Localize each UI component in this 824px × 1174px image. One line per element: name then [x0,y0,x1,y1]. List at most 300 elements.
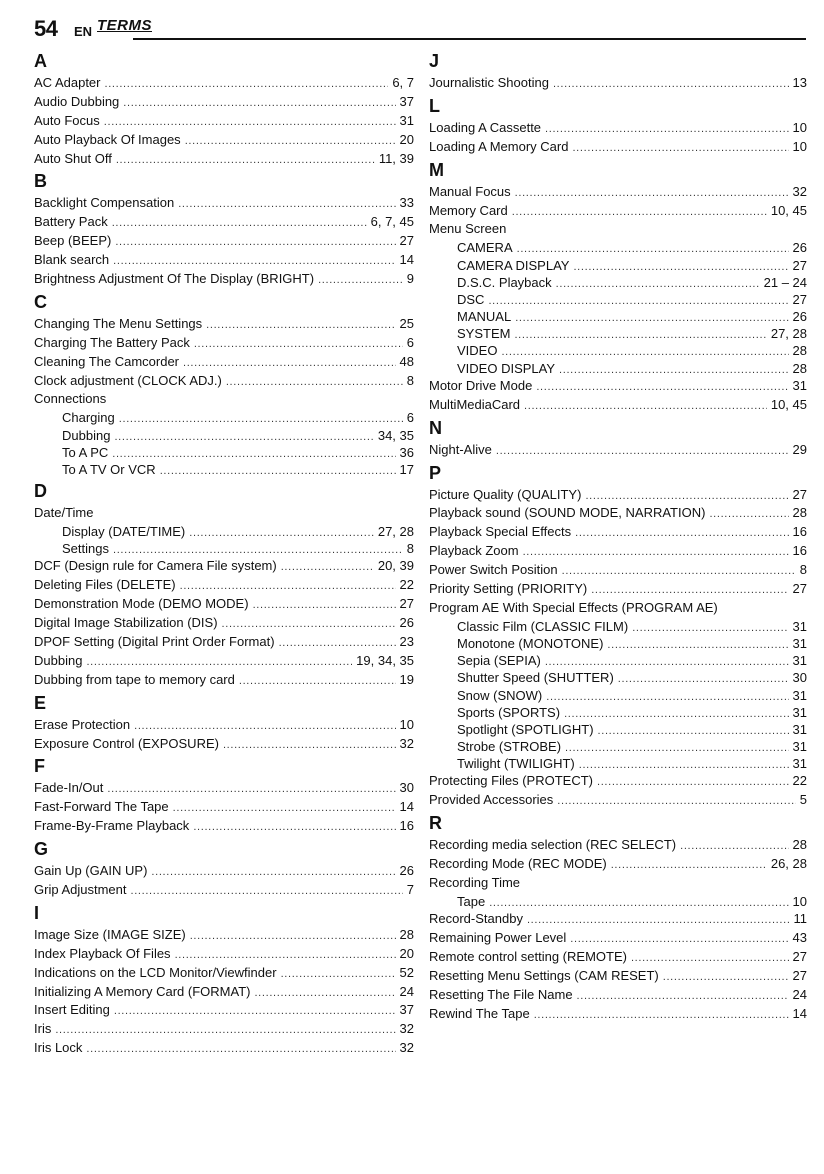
entry-pages: 11, 39 [378,150,414,166]
entry-name: Playback Special Effects [429,524,572,540]
entry-name: Exposure Control (EXPOSURE) [34,735,219,751]
entry-pages: 31 [792,653,807,669]
dot-leader [545,119,789,139]
index-subentry [429,635,807,652]
index-subentry [429,738,807,755]
dot-leader [553,74,789,94]
dot-leader [173,798,396,818]
entry-pages: 31 [399,112,414,128]
index-entry [34,194,414,213]
entry-pages: 5 [799,792,807,808]
entry-pages: 27 [792,291,807,307]
index-entry [429,542,807,561]
index-entry [429,202,807,221]
entry-pages: 37 [399,1002,414,1018]
dot-leader [185,131,396,151]
entry-pages: 27 [792,967,807,983]
entry-pages: 30 [792,670,807,686]
dot-leader [183,353,396,373]
dot-leader [226,372,403,392]
entry-pages: 22 [792,773,807,789]
index-entry [429,967,807,986]
dot-leader [534,1005,789,1025]
index-section-p [429,460,807,811]
entry-name: Twilight (TWILIGHT) [457,756,575,772]
index-entry [429,377,807,396]
index-entry [34,315,414,334]
index-entry [34,1039,414,1058]
index-entry [34,112,414,131]
index-subentry [429,257,807,274]
entry-pages: 28 [792,837,807,853]
entry-name: Power Switch Position [429,562,558,578]
dot-leader [123,93,395,113]
entry-name: Strobe (STROBE) [457,739,562,755]
index-entry [429,486,807,505]
entry-pages: 31 [792,377,807,393]
index-section-g [34,836,414,900]
dot-leader [577,986,789,1006]
index-subentry [429,618,807,635]
entry-name: Tape [457,893,486,909]
entry-pages: 36 [399,444,414,460]
entry-name: Iris Lock [34,1040,83,1056]
dot-leader [663,967,789,987]
entry-name: Brightness Adjustment Of The Display (BRIGHT) [34,271,315,287]
dot-leader [107,779,395,799]
entry-pages: 32 [399,735,414,751]
dot-leader [193,817,395,837]
entry-name: MANUAL [457,309,512,325]
index-entry [429,561,807,580]
entry-pages: 8 [406,541,414,557]
index-subentry [429,308,807,325]
entry-pages: 33 [399,195,414,211]
entry-name: Memory Card [429,202,508,218]
index-entry [34,1001,414,1020]
index-subentry [34,540,414,557]
dot-leader [572,138,788,158]
dot-leader [115,232,395,252]
section-letter: P [429,462,442,483]
dot-leader [254,983,395,1003]
section-letter: D [34,481,47,502]
entry-name: VIDEO [457,343,498,359]
section-letter: F [34,756,45,777]
index-entry [429,220,807,239]
entry-name: Dubbing [62,427,111,443]
index-entry [429,836,807,855]
entry-pages: 37 [399,93,414,109]
entry-name: Classic Film (CLASSIC FILM) [457,618,629,634]
entry-pages: 19 [399,671,414,687]
dot-leader [160,461,396,480]
entry-pages: 11 [793,911,807,927]
dot-leader [223,735,396,755]
index-subentry [429,325,807,342]
entry-name: Clock adjustment (CLOCK ADJ.) [34,372,222,388]
dot-leader [570,929,788,949]
index-entry [34,862,414,881]
entry-name: Resetting The File Name [429,986,573,1002]
index-entry [429,74,807,93]
entry-pages: 31 [792,618,807,634]
entry-name: Fade-In/Out [34,780,104,796]
index-subentry [34,444,414,461]
dot-leader [222,614,396,634]
entry-name: AC Adapter [34,75,101,90]
entry-name: Program AE With Special Effects (PROGRAM AE) [429,599,718,615]
dot-leader [318,270,403,290]
index-entry [34,926,414,945]
entry-name: Auto Focus [34,112,100,128]
entry-pages: 16 [399,818,414,834]
section-letter: G [34,839,49,860]
index-entry [34,735,414,754]
entry-name: Fast-Forward The Tape [34,799,169,815]
entry-name: Spotlight (SPOTLIGHT) [457,721,594,737]
index-section-j [429,48,807,93]
entry-pages: 21 – 24 [763,274,807,290]
entry-name: Initializing A Memory Card (FORMAT) [34,983,251,999]
entry-name: Demonstration Mode (DEMO MODE) [34,596,249,612]
dot-leader [112,213,367,233]
entry-name: D.S.C. Playback [457,274,552,290]
index-subentry [429,274,807,291]
entry-name: Gain Up (GAIN UP) [34,863,148,879]
entry-name: Record-Standby [429,911,523,927]
entry-name: VIDEO DISPLAY [457,360,556,376]
dot-leader [515,183,789,203]
entry-name: Snow (SNOW) [457,687,543,703]
entry-name: Protecting Files (PROTECT) [429,773,593,789]
index-entry [429,874,807,893]
entry-pages: 14 [792,1005,807,1021]
index-entry [34,595,414,614]
dot-leader [575,523,788,543]
entry-pages: 6 [406,334,414,350]
dot-leader [597,772,789,792]
entry-pages: 17 [399,461,414,477]
index-subentry [429,652,807,669]
entry-pages: 27 [399,233,414,249]
index-entry [429,119,807,138]
entry-name: Dubbing from tape to memory card [34,671,235,687]
index-subentry [34,461,414,478]
entry-pages: 10 [792,119,807,135]
entry-pages: 20, 39 [377,558,414,574]
index-entry [34,390,414,409]
entry-pages: 10, 45 [770,396,807,412]
index-subentry [429,687,807,704]
index-section-e [34,690,414,754]
index-section-l [429,93,807,157]
section-letter: A [34,51,47,71]
index-column-right [429,48,807,1023]
entry-pages: 31 [792,687,807,703]
index-entry [429,929,807,948]
entry-pages: 31 [792,704,807,720]
index-subentry [429,239,807,256]
index-entry [429,183,807,202]
index-column-left [34,48,414,1058]
index-entry [34,74,414,93]
entry-name: Dubbing [34,652,83,668]
entry-name: Cleaning The Camcorder [34,353,179,369]
index-entry [34,93,414,112]
dot-leader [611,855,767,875]
section-letter: E [34,692,47,713]
dot-leader [151,862,395,882]
index-section-d [34,478,414,690]
entry-name: Provided Accessories [429,792,554,808]
index-entry [34,671,414,690]
entry-name: Audio Dubbing [34,93,120,109]
entry-pages: 27, 28 [770,326,807,342]
entry-pages: 9 [406,271,414,287]
entry-pages: 14 [399,252,414,268]
entry-pages: 32 [399,1021,414,1037]
entry-name: Recording media selection (REC SELECT) [429,837,677,853]
entry-pages: 31 [792,739,807,755]
dot-leader [116,150,375,170]
entry-pages: 28 [792,360,807,376]
dot-leader [105,74,389,94]
entry-name: Remote control setting (REMOTE) [429,948,627,964]
dot-leader [631,948,789,968]
index-subentry [34,523,414,540]
dot-leader [536,377,788,397]
entry-pages: 25 [399,315,414,331]
index-entry [34,251,414,270]
index-entry [34,633,414,652]
entry-name: Insert Editing [34,1002,110,1018]
dot-leader [131,881,403,901]
entry-pages: 52 [399,964,414,980]
dot-leader [239,671,396,691]
entry-pages: 16 [792,543,807,559]
section-letter: C [34,291,47,312]
header-rule [133,38,806,40]
entry-pages: 26, 28 [770,856,807,872]
entry-name: Connections [34,391,107,407]
entry-pages: 27 [399,596,414,612]
entry-pages: 6, 7, 45 [370,214,414,230]
entry-name: Digital Image Stabilization (DIS) [34,615,218,631]
index-entry [34,983,414,1002]
dot-leader [524,396,767,416]
entry-pages: 24 [792,986,807,1002]
index-subentry [429,342,807,359]
index-entry [34,232,414,251]
entry-pages: 26 [792,309,807,325]
index-section-f [34,753,414,836]
dot-leader [86,652,352,672]
entry-name: To A TV Or VCR [62,461,156,477]
dot-leader [253,595,396,615]
entry-pages: 26 [792,240,807,256]
index-entry [34,557,414,576]
entry-pages: 22 [399,577,414,593]
index-entry [34,652,414,671]
index-entry [429,504,807,523]
dot-leader [496,441,789,461]
entry-pages: 43 [792,929,807,945]
index-entry [34,798,414,817]
entry-pages: 20 [399,945,414,961]
index-entry [34,213,414,232]
entry-name: Resetting Menu Settings (CAM RESET) [429,967,659,983]
entry-name: Sepia (SEPIA) [457,653,541,669]
index-entry [429,986,807,1005]
entry-name: Display (DATE/TIME) [62,524,186,539]
index-section-r [429,810,807,1023]
entry-pages: 32 [399,1040,414,1056]
entry-name: Frame-By-Frame Playback [34,818,190,834]
index-entry [429,855,807,874]
entry-pages: 30 [399,780,414,796]
dot-leader [523,542,789,562]
entry-name: Indications on the LCD Monitor/Viewfinder [34,964,277,980]
entry-pages: 28 [792,505,807,521]
entry-name: Playback Zoom [429,543,519,559]
entry-pages: 26 [399,863,414,879]
index-entry [34,576,414,595]
entry-name: Recording Time [429,875,521,890]
entry-pages: 20 [399,131,414,147]
entry-name: Deleting Files (DELETE) [34,577,176,593]
index-subentry [429,755,807,772]
entry-pages: 8 [799,562,807,578]
entry-name: Sports (SPORTS) [457,704,561,720]
index-section-a [34,48,414,168]
entry-pages: 48 [399,353,414,369]
index-subentry [34,409,414,426]
entry-pages: 28 [399,926,414,942]
section-letter: I [34,902,40,923]
entry-pages: 31 [792,721,807,737]
index-entry [429,948,807,967]
index-entry [429,441,807,460]
entry-pages: 16 [792,524,807,540]
dot-leader [281,557,374,577]
entry-pages: 19, 34, 35 [356,652,414,668]
entry-pages: 27, 28 [377,524,414,539]
entry-name: Charging [62,410,115,426]
entry-pages: 24 [399,983,414,999]
entry-name: Erase Protection [34,716,131,732]
entry-name: Monotone (MONOTONE) [457,635,604,651]
entry-pages: 26 [399,615,414,631]
entry-pages: 27 [792,580,807,596]
index-entry [34,779,414,798]
entry-pages: 27 [792,257,807,273]
index-entry [34,150,414,169]
dot-leader [557,791,795,811]
index-entry [429,523,807,542]
entry-name: Recording Mode (REC MODE) [429,856,607,872]
index-entry [429,580,807,599]
dot-leader [180,576,396,596]
index-entry [34,270,414,289]
entry-name: Auto Shut Off [34,150,112,166]
entry-name: Shutter Speed (SHUTTER) [457,670,614,686]
entry-name: To A PC [62,444,109,460]
index-entry [34,614,414,633]
index-entry [34,817,414,836]
dot-leader [512,202,767,222]
dot-leader [709,504,788,524]
dot-leader [113,251,395,271]
entry-pages: 6 [406,410,414,426]
entry-name: Remaining Power Level [429,929,567,945]
dot-leader [175,945,396,965]
dot-leader [585,486,788,506]
index-entry [429,396,807,415]
entry-pages: 13 [792,75,807,90]
entry-name: SYSTEM [457,326,511,342]
index-entry [34,945,414,964]
index-subentry [429,704,807,721]
entry-name: Picture Quality (QUALITY) [429,486,582,502]
entry-name: Backlight Compensation [34,195,175,211]
index-entry [429,772,807,791]
index-section-b [34,168,414,288]
section-letter: R [429,813,442,834]
page-number: 54 [34,16,58,41]
entry-name: Priority Setting (PRIORITY) [429,580,588,596]
index-section-i [34,900,414,1058]
index-entry [429,138,807,157]
dot-leader [194,334,403,354]
entry-name: Grip Adjustment [34,881,127,897]
dot-leader [206,315,395,335]
entry-name: DPOF Setting (Digital Print Order Format) [34,633,275,649]
index-subentry [34,427,414,444]
entry-name: Blank search [34,252,110,268]
entry-name: Battery Pack [34,214,108,230]
index-entry [429,791,807,810]
entry-name: Loading A Memory Card [429,138,569,154]
index-entry [429,910,807,929]
section-letter: N [429,417,442,438]
index-subentry [429,360,807,377]
entry-name: Menu Screen [429,221,507,237]
dot-leader [562,561,796,581]
dot-leader [55,1020,395,1040]
entry-pages: 34, 35 [377,427,414,443]
entry-name: MultiMediaCard [429,396,521,412]
section-letter: L [429,95,440,116]
index-entry [34,372,414,391]
section-title: TERMS [97,17,152,34]
entry-name: CAMERA DISPLAY [457,257,570,273]
entry-name: DCF (Design rule for Camera File system) [34,558,277,574]
entry-name: Iris [34,1021,52,1037]
index-entry [34,964,414,983]
index-section-n [429,415,807,460]
index-entry [429,599,807,618]
dot-leader [281,964,396,984]
dot-leader [86,1039,395,1059]
entry-pages: 10 [792,138,807,154]
entry-name: Beep (BEEP) [34,233,112,249]
index-entry [34,334,414,353]
dot-leader [178,194,395,214]
dot-leader [591,580,788,600]
entry-name: Date/Time [34,505,94,521]
entry-name: CAMERA [457,240,513,256]
